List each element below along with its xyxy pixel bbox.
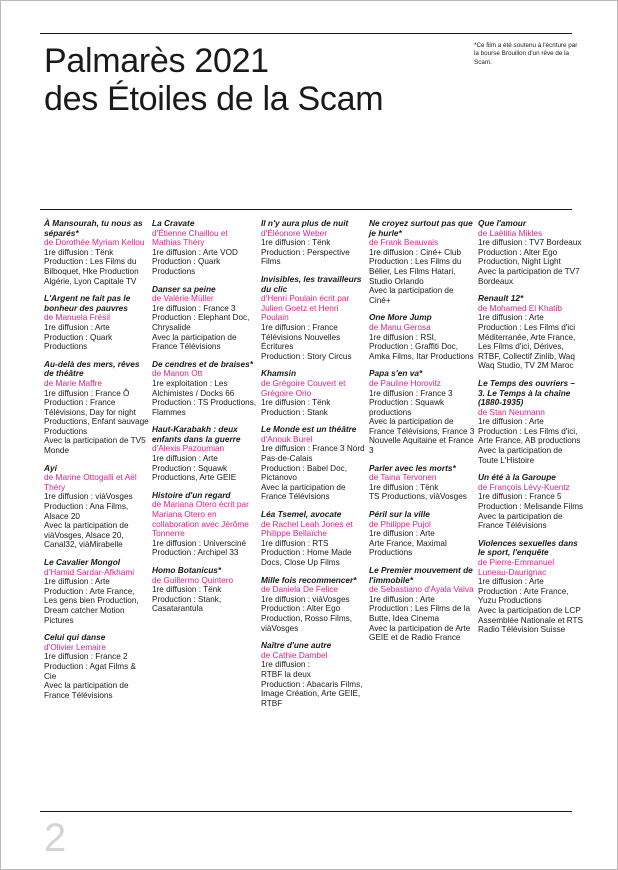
film-title: Celui qui danse xyxy=(44,632,106,643)
bottom-rule xyxy=(40,811,572,812)
film-entry xyxy=(261,425,367,502)
film-author: de Sebastiano d'Ayala Valva xyxy=(369,584,474,595)
column-4 xyxy=(369,219,475,651)
film-details: 1re diffusion : France 3 Production : Elephant Doc, Chrysalide Avec la participation de France Télévisions xyxy=(152,303,250,352)
film-entry xyxy=(369,369,475,455)
film-entry xyxy=(44,558,150,625)
film-entry xyxy=(44,219,150,286)
film-author: d'Hamid Sardar-Afkhami xyxy=(44,566,135,577)
film-entry xyxy=(152,491,258,558)
film-title: Il n'y aura plus de nuit xyxy=(261,218,349,228)
film-author: de Mohamed El Khatib xyxy=(478,302,562,313)
film-entry xyxy=(369,566,475,643)
film-details: 1re diffusion : France Télévisions Nouvelles Écritures Production : Story Circus xyxy=(261,322,352,361)
film-entry xyxy=(369,219,475,305)
film-details: 1re diffusion : Arte Production : Quark Productions xyxy=(44,322,113,352)
film-title: Invisibles, les travailleurs du clic xyxy=(261,273,362,294)
film-author: de Dorothée Myriam Kellou xyxy=(44,237,145,248)
film-details: 1re diffusion : Arte Production : Les Films d'ici, Arte France, AB productions Avec la participation de Toute L'Histoire xyxy=(478,417,581,465)
film-entry xyxy=(261,576,367,634)
column-5 xyxy=(478,219,584,643)
section-rule xyxy=(40,209,572,210)
film-entry xyxy=(478,473,584,531)
film-title: Violences sexuelles dans le sport, l'enquête xyxy=(478,537,578,558)
film-entry xyxy=(478,219,584,286)
film-author: de Valérie Müller xyxy=(152,293,214,304)
film-title: Mille fois recommencer* xyxy=(261,574,357,585)
film-details: 1re diffusion : Tënk Production : Perspective Films xyxy=(261,238,350,267)
film-title: Parler avec les morts* xyxy=(369,462,456,473)
film-title: Papa s'en va* xyxy=(369,368,423,379)
film-title: De cendres et de braises* xyxy=(152,358,253,369)
film-title: Péril sur la ville xyxy=(369,509,430,520)
film-title: Danser sa peine xyxy=(152,283,216,294)
title-line-2: des Étoiles de la Scam xyxy=(44,80,384,118)
film-details: 1re diffusion : France 3 Production : Squawk productions Avec la participation de France Télévisions, France 3 Nouvelle Aquitaine et France 3 xyxy=(369,388,475,456)
film-details: 1re diffusion : France 2 Production : Agat Films & Cie Avec la participation de France Télévisions xyxy=(44,652,136,700)
film-entry xyxy=(478,379,584,465)
film-title: Que l'amour xyxy=(478,218,527,228)
film-title: Khamsin xyxy=(261,368,297,379)
film-author: de Taina Tervonen xyxy=(369,472,437,483)
film-details: 1re diffusion : Tënk Production : Stank, Casatarantula xyxy=(152,585,222,614)
film-author: de Pauline Horovitz xyxy=(369,377,441,388)
film-entry xyxy=(152,566,258,614)
page-title xyxy=(44,42,383,118)
film-author: d'Éléonore Weber xyxy=(261,227,328,238)
film-entry xyxy=(261,369,367,417)
film-author: de Daniela De Felice xyxy=(261,584,339,595)
film-details: 1re diffusion : Tënk Production : Stank xyxy=(261,398,331,417)
film-author: de Laëtitia Mikles xyxy=(478,227,543,238)
film-author: de Frank Beauvais xyxy=(369,237,439,248)
film-title: Renault 12* xyxy=(478,293,524,304)
film-details: 1re diffusion : Arte Arte France, Maximal Productions xyxy=(369,529,447,558)
film-entry xyxy=(44,294,150,352)
film-entry xyxy=(478,294,584,371)
film-entry xyxy=(44,360,150,456)
film-entry xyxy=(369,464,475,502)
film-entry xyxy=(261,641,367,708)
film-author: de Manu Gerosa xyxy=(369,321,431,332)
film-author: de Marine Ottogalli et Aël Théry xyxy=(44,472,137,492)
film-details: 1re diffusion : France Ô Production : France Télévisions, Day for night Productions, Enfant sauvage Productions Avec la participation de TV5 Monde xyxy=(44,388,149,456)
film-title: One More Jump xyxy=(369,312,432,323)
film-details: 1re diffusion : Tënk Production : Les Films du Bilboquet, Hke Production Algérie, Lyon Capitale TV xyxy=(44,247,139,286)
film-title: Naître d'une autre xyxy=(261,640,332,651)
film-title: L'Argent ne fait pas le bonheur des pauvres xyxy=(44,293,131,313)
top-rule xyxy=(40,33,572,34)
film-author: de Mariana Otero écrit par Mariana Otero en collaboration avec Jérôme Tonnerre xyxy=(152,499,249,539)
film-title: Homo Botanicus* xyxy=(152,565,222,575)
film-author: d'Olivier Lemaire xyxy=(44,641,106,652)
film-details: 1re diffusion : Ciné+ Club Production : Les Films du Bélier, Les Films Hatari, Studio Orlando Avec la participation de Ciné+ xyxy=(369,247,462,305)
film-entry xyxy=(261,275,367,361)
film-details: 1re diffusion : Arte Production : Squawk Productions, Arte GEIE xyxy=(152,454,237,483)
film-entry xyxy=(369,313,475,361)
film-title: Le Premier mouvement de l'immobile* xyxy=(369,565,473,585)
film-title: Ne croyez surtout pas que je hurle* xyxy=(369,218,473,238)
film-author: de Rachel Leah Jones et Philippe Bellaïche xyxy=(261,518,353,539)
film-author: de Grégoire Couvert et Grégoire Orio xyxy=(261,377,346,398)
film-details: 1re diffusion : TV7 Bordeaux Production : Alter Ego Production, Night Light Avec la participation de TV7 Bordeaux xyxy=(478,238,582,286)
film-details: 1re diffusion : Tënk TS Productions, viàVosges xyxy=(369,482,467,502)
film-entry xyxy=(261,219,367,267)
column-2 xyxy=(152,219,258,622)
film-author: d'Alexis Pazoumian xyxy=(152,443,225,454)
film-title: Histoire d'un regard xyxy=(152,489,231,500)
film-entry xyxy=(44,464,150,550)
film-details: 1re diffusion : viàVosges Production : Ana Films, Alsace 20 Avec la participation de viàVosges, Alsace 20, Canal32, viàMirabelle xyxy=(44,492,133,550)
footnote: *Ce film a été soutenu à l'écriture par la bourse Brouillon d'un rêve de la Scam. xyxy=(474,42,578,66)
film-details: 1re diffusion : Arte Production : Arte France, Les gens bien Production, Dream catcher Motion Pictures xyxy=(44,577,139,625)
film-details: 1re diffusion : Arte Production : Les Films d'ici Méditerranée, Arte France, Les Films d'ici, Dérives, RTBF, Collectif Zinlib, Waq Waq Studio, TV 2M Maroc xyxy=(478,313,576,371)
page-number: 2 xyxy=(44,816,67,860)
film-author: de Pierre-Emmanuel Luneau-Daurignac xyxy=(478,557,555,577)
film-entry xyxy=(152,360,258,418)
film-author: d'Anouk Burel xyxy=(261,433,313,444)
film-entry xyxy=(152,219,258,277)
film-author: de Guillermo Quintero xyxy=(152,574,234,585)
film-title: Le Cavalier Mongol xyxy=(44,557,121,567)
film-author: de Stan Neumann xyxy=(478,406,545,417)
film-title: Léa Tsemel, avocate xyxy=(261,509,342,520)
film-details: 1re diffusion : Arte Production : Arte France, Yuzu Productions Avec la participation de LCP Assemblée Nationale et RTS Radio Télévision Suisse xyxy=(478,577,583,635)
film-details: 1re exploitation : Les Alchimistes / Docks 66 Production : TS Productions, Flammes xyxy=(152,378,257,417)
film-entry xyxy=(152,285,258,352)
film-entry xyxy=(152,425,258,483)
film-details: 1re diffusion : RTBF la deux Production : Abacaris Films, Image Création, Arte GEIE, RTBF xyxy=(261,660,363,708)
film-author: de Cathie Dambel xyxy=(261,649,328,660)
film-author: de François Lévy-Kuentz xyxy=(478,481,570,492)
film-author: de Manuela Frésil xyxy=(44,312,110,323)
film-details: 1re diffusion : RTS Production : Home Made Docs, Close Up Films xyxy=(261,538,352,567)
column-3 xyxy=(261,219,367,716)
film-entry xyxy=(369,510,475,558)
film-details: 1re diffusion : viàVosges Production : Alter Ego Production, Rosso Films, viàVosges xyxy=(261,594,353,633)
film-entry xyxy=(44,633,150,700)
film-title: Ayi xyxy=(44,462,57,473)
column-1 xyxy=(44,219,150,708)
film-details: 1re diffusion : RSI, Production : Graffiti Doc, Amka Films, Itar Productions xyxy=(369,332,474,361)
film-title: Au-delà des mers, rêves de théâtre xyxy=(44,358,140,379)
film-title: Un été à la Garoupe xyxy=(478,472,556,483)
film-details: 1re diffusion : Arte Production : Les Films de la Butte, Idea Cinema Avec la participation de Arte GEIE et de Radio France xyxy=(369,594,471,643)
film-author: de Manon Ott xyxy=(152,368,203,379)
film-details: 1re diffusion : France 3 Nord Pas-de-Calais Production : Babel Doc, Pictanovo Avec la participation de France Télévisions xyxy=(261,444,365,502)
film-author: d'Henri Poulain écrit par Julien Goetz et Henri Poulain xyxy=(261,293,350,323)
film-author: de Philippe Pujol xyxy=(369,518,431,529)
film-entry xyxy=(478,539,584,635)
title-line-1: Palmarès 2021 xyxy=(44,42,269,80)
film-title: La Cravate xyxy=(152,218,195,228)
film-details: 1re diffusion : France 5 Production : Melisande Films Avec la participation de France Télévisions xyxy=(478,492,584,531)
film-entry xyxy=(261,510,367,568)
film-title: Haut-Karabakh : deux enfants dans la guerre xyxy=(152,424,241,444)
film-details: 1re diffusion : Universciné Production : Archipel 33 xyxy=(152,538,247,558)
film-title: À Mansourah, tu nous as séparés* xyxy=(44,218,143,238)
film-author: de Marie Maffre xyxy=(44,377,102,388)
film-author: d'Étienne Chaillou et Mathias Théry xyxy=(152,227,228,248)
film-title: Le Temps des ouvriers – 3. Le Temps à la chaîne (1880-1935) xyxy=(478,377,575,408)
film-title: Le Monde est un théâtre xyxy=(261,424,357,435)
film-details: 1re diffusion : Arte VOD Production : Quark Productions xyxy=(152,247,238,276)
